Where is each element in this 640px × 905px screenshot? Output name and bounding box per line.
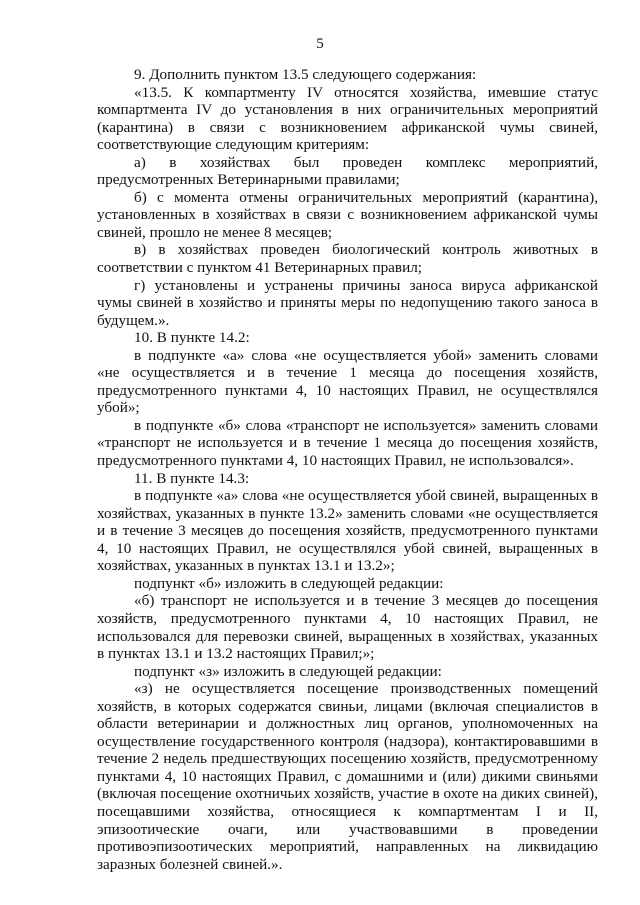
paragraph-14-2-b: в подпункте «б» слова «транспорт не используется» заменить словами «транспорт не используется и в течение 1 месяца до посещения хозяйств, предусмотренного пунктами 4, 10 настоящих Правил, не использовался». [97, 416, 598, 470]
paragraph-item-10: 10. В пункте 14.2: [134, 329, 250, 347]
paragraph-criterion-v: в) в хозяйствах проведен биологический контроль животных в соответствии с пунктом 41 Ветеринарных правил; [97, 241, 598, 277]
paragraph-13-5-intro: «13.5. К компартменту IV относятся хозяйства, имевшие статус компартмента IV до установления в них ограничительных мероприятий (карантина) в связи с возникновением африканской чумы свиней, соответствующие следующим критериям: [97, 83, 598, 154]
paragraph-criterion-a: а) в хозяйствах был проведен комплекс мероприятий, предусмотренных Ветеринарными правилами; [97, 153, 598, 189]
paragraph-14-3-z-text: «з) не осуществляется посещение производственных помещений хозяйств, в которых содержатся свиньи, лицами (включая специалистов в области ветеринарии и должностных лиц органов, уполномоченных на осуществление государственного контроля (надзора), контактировавшими в течение 2 недель предшествующих посещению хозяйств, предусмотренному пунктами 4, 10 настоящих Правил, с домашними и (или) дикими свиньями (включая посещение охотничьих хозяйств, участие в охоте на диких свиней), посещавшими хозяйства, относящиеся к компартментам I и II, эпизоотические очаги, или участвовавшими в проведении противоэпизоотических мероприятий, направленных на ликвидацию заразных болезней свиней.». [97, 680, 598, 873]
paragraph-14-3-z-intro: подпункт «з» изложить в следующей редакции: [134, 662, 442, 680]
paragraph-criterion-b: б) с момента отмены ограничительных мероприятий (карантина), установленных в хозяйствах в связи с возникновением африканской чумы свиней, прошло не менее 8 месяцев; [97, 188, 598, 241]
paragraph-14-3-b-text: «б) транспорт не используется и в течение 3 месяцев до посещения хозяйств, предусмотренного пунктами 4, 10 настоящих Правил, не использовался для перевозки свиней, выращенных в хозяйствах, указанных в пунктах 13.1 и 13.2 настоящих Правил;»; [97, 592, 598, 663]
document-body [97, 66, 598, 873]
paragraph-item-9: 9. Дополнить пунктом 13.5 следующего содержания: [134, 66, 477, 83]
paragraph-item-11: 11. В пункте 14.3: [134, 469, 250, 487]
paragraph-criterion-g: г) установлены и устранены причины заноса вируса африканской чумы свиней в хозяйство и приняты меры по недопущению такого заноса в будущем.». [97, 276, 598, 329]
paragraph-14-3-b-intro: подпункт «б» изложить в следующей редакции: [134, 574, 444, 592]
page-number: 5 [316, 36, 324, 52]
paragraph-14-2-a: в подпункте «а» слова «не осуществляется убой» заменить словами «не осуществляется и в течение 1 месяца до посещения хозяйств, предусмотренного пунктами 4, 10 настоящих Правил, не осуществлялся убой»; [97, 346, 598, 417]
paragraph-14-3-a: в подпункте «а» слова «не осуществляется убой свиней, выращенных в хозяйствах, указанных в пункте 13.2» заменить словами «не осуществляется и в течение 3 месяцев до посещения хозяйств, предусмотренного пунктами 4, 10 настоящих Правил, не осуществлялся убой свиней, выращенных в хозяйствах, указанных в пунктах 13.1 и 13.2»; [97, 487, 598, 575]
